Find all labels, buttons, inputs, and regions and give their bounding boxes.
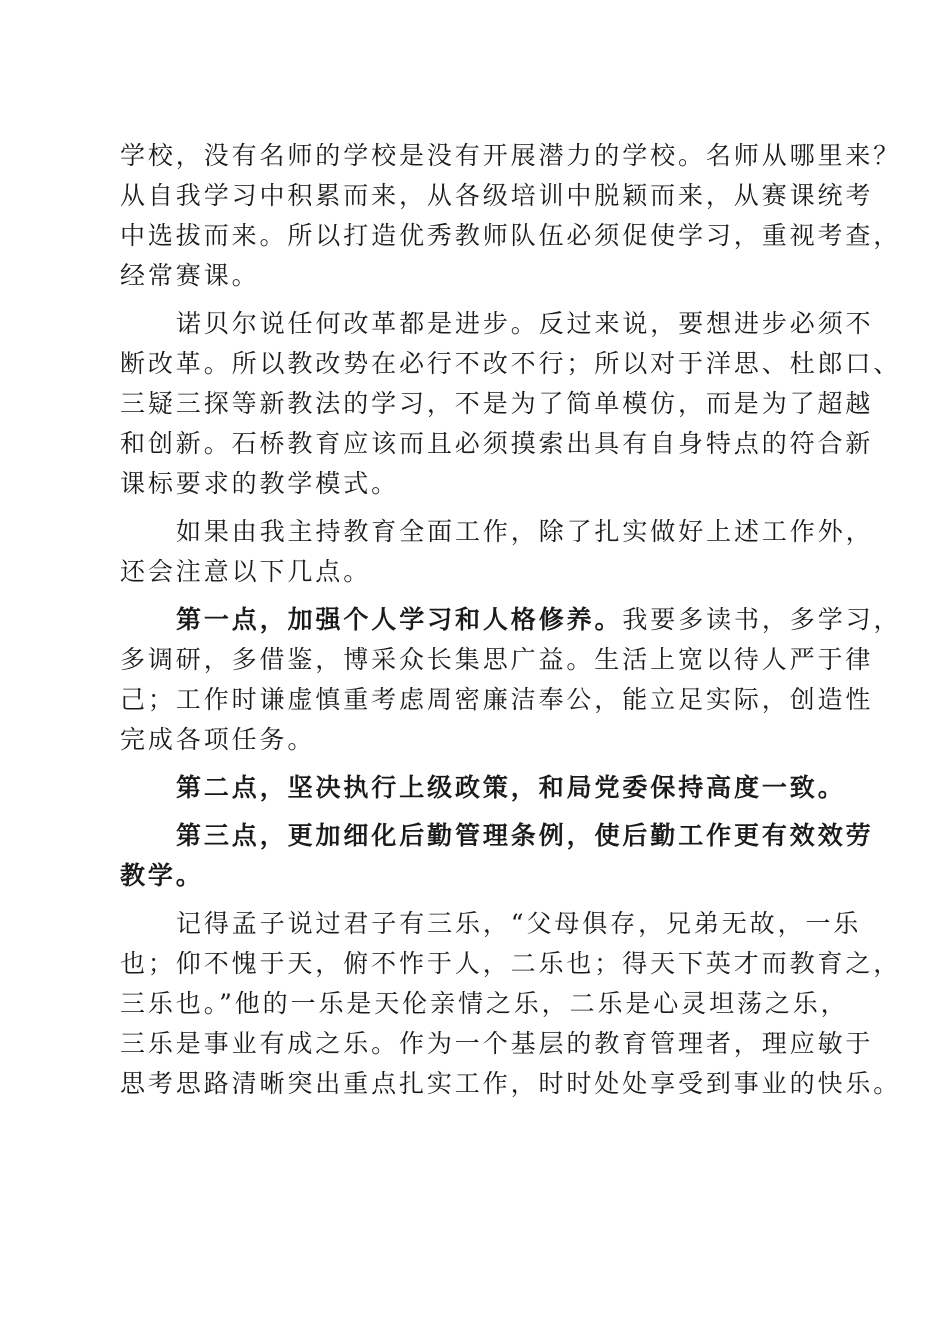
text-line: 经常赛课。 xyxy=(120,261,260,290)
text-line: 断改革。所以教改势在必行不改不行；所以对于洋思、杜郎口、 xyxy=(120,349,902,378)
text-line: 三乐是事业有成之乐。作为一个基层的教育管理者，理应敏于 xyxy=(120,1029,874,1058)
text-line: 三乐也。”他的一乐是天伦亲情之乐，二乐是心灵坦荡之乐， xyxy=(120,989,849,1018)
text-line: 课标要求的教学模式。 xyxy=(120,469,400,498)
document-body xyxy=(120,136,902,1104)
text-line: 思考思路清晰突出重点扎实工作，时时处处享受到事业的快乐。 xyxy=(120,1069,902,1098)
paragraph-3 xyxy=(120,512,874,592)
paragraph-2 xyxy=(120,304,902,504)
paragraph-5 xyxy=(120,768,850,808)
text-line: 记得孟子说过君子有三乐，“父母俱存，兄弟无故，一乐 xyxy=(176,909,862,938)
text-line: 还会注意以下几点。 xyxy=(120,557,372,586)
text-line: 也；仰不愧于天，俯不怍于人，二乐也；得天下英才而教育之， xyxy=(120,949,902,978)
text-line: 己；工作时谦虚慎重考虑周密廉洁奉公，能立足实际，创造性 xyxy=(120,685,874,714)
text-line: 学校，没有名师的学校是没有开展潜力的学校。名师从哪里来？ xyxy=(120,141,902,170)
point-two-heading: 第二点，坚决执行上级政策，和局党委保持高度一致。 xyxy=(176,773,846,802)
text-line: 从自我学习中积累而来，从各级培训中脱颖而来，从赛课统考 xyxy=(120,181,874,210)
text-line: 三疑三探等新教法的学习，不是为了简单模仿，而是为了超越 xyxy=(120,389,874,418)
point-one-text: 我要多读书，多学习， xyxy=(622,605,902,634)
point-three-heading: 第三点，更加细化后勤管理条例，使后勤工作更有效效劳 xyxy=(176,821,874,850)
point-three-heading-cont: 教学。 xyxy=(120,861,204,890)
text-line: 如果由我主持教育全面工作，除了扎实做好上述工作外， xyxy=(176,517,874,546)
text-line: 诺贝尔说任何改革都是进步。反过来说，要想进步必须不 xyxy=(176,309,874,338)
point-one-heading: 第一点，加强个人学习和人格修养。 xyxy=(176,605,623,634)
paragraph-6 xyxy=(120,816,874,896)
paragraph-4 xyxy=(120,600,902,760)
paragraph-7 xyxy=(120,904,902,1104)
text-line: 中选拔而来。所以打造优秀教师队伍必须促使学习，重视考查， xyxy=(120,221,902,250)
text-line xyxy=(120,600,902,640)
text-line: 多调研，多借鉴，博采众长集思广益。生活上宽以待人严于律 xyxy=(120,645,874,674)
text-line: 和创新。石桥教育应该而且必须摸索出具有自身特点的符合新 xyxy=(120,429,874,458)
paragraph-1 xyxy=(120,136,902,296)
text-line: 完成各项任务。 xyxy=(120,725,316,754)
